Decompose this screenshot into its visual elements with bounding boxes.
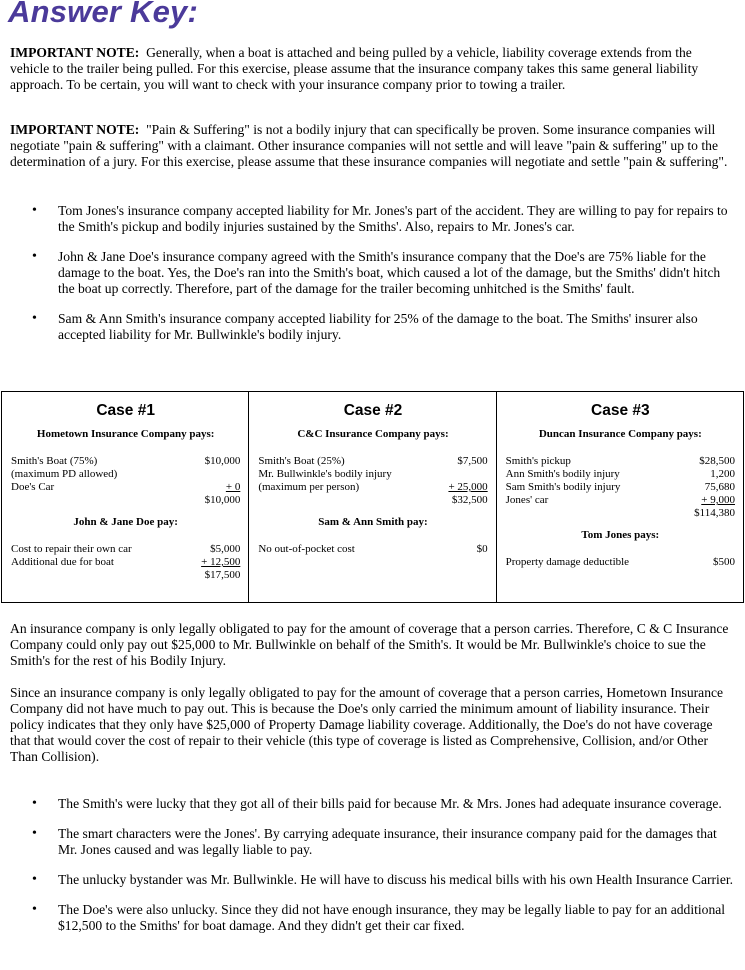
line-label: No out-of-pocket cost [258, 543, 355, 555]
line-amount: + 25,000 [448, 481, 488, 493]
line-label: (maximum PD allowed) [11, 468, 118, 480]
list-item: • The Doe's were also unlucky. Since they did not have enough insurance, they may be legally liable to pay for an additional $12,500 to the Smiths' for boat damage. And they didn't get their car fixed. [10, 902, 734, 934]
case-1 [2, 392, 248, 602]
line-item [11, 556, 240, 569]
note-label: IMPORTANT NOTE: [10, 122, 140, 137]
line-amount: $28,500 [699, 455, 735, 467]
list-item: • John & Jane Doe's insurance company agreed with the Smith's insurance company that the Doe's are 75% liable for the damage to the boat. Yes, the Doe's ran into the Smith's boat, which caused a lot of the damage, but the Smiths' didn't hitch the boat up correctly. Therefore, part of the damage for the trailer becoming unhitched is the Smiths' fault. [10, 249, 734, 297]
line-label: Sam Smith's bodily injury [505, 481, 621, 493]
cases-table [1, 391, 744, 603]
line-amount: $500 [712, 556, 735, 568]
line-item [258, 543, 487, 556]
line-item [11, 455, 240, 468]
line-item [258, 481, 487, 494]
payer-heading: John & Jane Doe pay: [73, 516, 178, 528]
case-title: Case #2 [343, 402, 403, 419]
payer-heading: Sam & Ann Smith pay: [318, 516, 428, 528]
line-amount: $7,500 [457, 455, 488, 467]
important-note-towing [10, 45, 734, 93]
line-item [258, 455, 487, 468]
case-title: Case #1 [96, 402, 155, 419]
line-label: Smith's Boat (25%) [258, 455, 345, 467]
line-item [506, 468, 735, 481]
list-item: • Sam & Ann Smith's insurance company accepted liability for 25% of the damage to the boat. The Smiths' insurer also accepted liability for Mr. Bullwinkle's bodily injury. [10, 311, 734, 343]
line-label: Ann Smith's bodily injury [505, 468, 620, 480]
line-amount: + 12,500 [201, 556, 241, 568]
liability-bullet-list [10, 203, 734, 357]
payer-heading: Hometown Insurance Company pays: [36, 428, 215, 440]
subtotal: $114,380 [694, 507, 735, 519]
line-label: (maximum per person) [258, 481, 360, 493]
line-amount: 1,200 [710, 468, 735, 480]
minimum-coverage-paragraph: Since an insurance company is only legally obligated to pay for the amount of coverage that a person carries, Hometown Insurance Company did not have much to pay out. This is because the Doe's only carried the minimum amount of liability insurance. Their policy indicates that they only have $25,000 of Property Damage liability coverage. Additionally, the Doe's do not have coverage that that would cover the cost of repair to their vehicle (this type of coverage is listed as Comprehensive, Collision, and/or Other Than Collision). [10, 685, 724, 764]
line-item [11, 468, 240, 481]
line-item [11, 481, 240, 494]
line-item [506, 556, 735, 569]
line-amount: + 9,000 [701, 494, 735, 506]
line-amount: 75,680 [704, 481, 735, 493]
case-title: Case #3 [591, 402, 650, 419]
line-amount: $0 [476, 543, 488, 555]
payer-heading: C&C Insurance Company pays: [297, 428, 449, 440]
case-3 [496, 392, 743, 602]
line-label: Doe's Car [11, 481, 55, 493]
line-label: Smith's Boat (75%) [11, 455, 98, 467]
line-label: Additional due for boat [11, 556, 114, 568]
line-item [506, 481, 735, 494]
payer-heading: Tom Jones pays: [581, 529, 660, 541]
line-label: Cost to repair their own car [11, 543, 132, 555]
line-amount: + 0 [225, 481, 241, 493]
line-label: Jones' car [505, 494, 549, 506]
note-label: IMPORTANT NOTE: [10, 45, 140, 60]
note-text: "Pain & Suffering" is not a bodily injury that can specifically be proven. Some insurance companies will negotiate "pain & suffering" with a claimant. Other insurance companies will not settle and will leave "pain & suffering" up to the determination of a jury. For this exercise, please assume that these insurance companies will negotiate and settle "pain & suffering". [10, 122, 728, 169]
list-item: • The smart characters were the Jones'. By carrying adequate insurance, their insurance company paid for the damages that Mr. Jones caused and was legally liable to pay. [10, 826, 734, 858]
line-amount: $5,000 [210, 543, 241, 555]
line-amount: $10,000 [204, 455, 241, 467]
note-text: Generally, when a boat is attached and being pulled by a vehicle, liability coverage extends from the vehicle to the trailer being pulled. For this exercise, please assume that the insurance company takes this same general liability approach. To be certain, you will want to check with your insurance company prior to towing a trailer. [10, 45, 699, 92]
subtotal: $17,500 [204, 569, 241, 581]
subtotal: $10,000 [204, 494, 241, 506]
important-note-pain-suffering [10, 122, 734, 170]
list-item: • The Smith's were lucky that they got all of their bills paid for because Mr. & Mrs. Jones had adequate insurance coverage. [10, 796, 734, 812]
page-title: Answer Key: [8, 0, 198, 29]
line-label: Mr. Bullwinkle's bodily injury [258, 468, 392, 480]
list-item: • Tom Jones's insurance company accepted liability for Mr. Jones's part of the accident. They are willing to pay for repairs to the Smith's pickup and bodily injuries sustained by the Smiths'. Also, repairs to Mr. Jones's car. [10, 203, 734, 235]
subtotal: $32,500 [451, 494, 488, 506]
payer-heading: Duncan Insurance Company pays: [538, 428, 702, 440]
coverage-limit-paragraph: An insurance company is only legally obligated to pay for the amount of coverage that a person carries. Therefore, C & C Insurance Company could only pay out $25,000 to Mr. Bullwinkle on behalf of the Smith's. It would be Mr. Bullwinkle's choice to sue the Smith's for the rest of his Bodily Injury. [10, 621, 729, 668]
line-item [506, 455, 735, 468]
list-item: • The unlucky bystander was Mr. Bullwinkle. He will have to discuss his medical bills with his own Health Insurance Carrier. [10, 872, 734, 888]
line-item [506, 494, 735, 507]
line-item [258, 468, 487, 481]
case-2 [248, 392, 495, 602]
line-label: Smith's pickup [505, 455, 571, 467]
line-item [11, 543, 240, 556]
line-label: Property damage deductible [505, 556, 630, 568]
conclusion-bullet-list [10, 796, 734, 948]
